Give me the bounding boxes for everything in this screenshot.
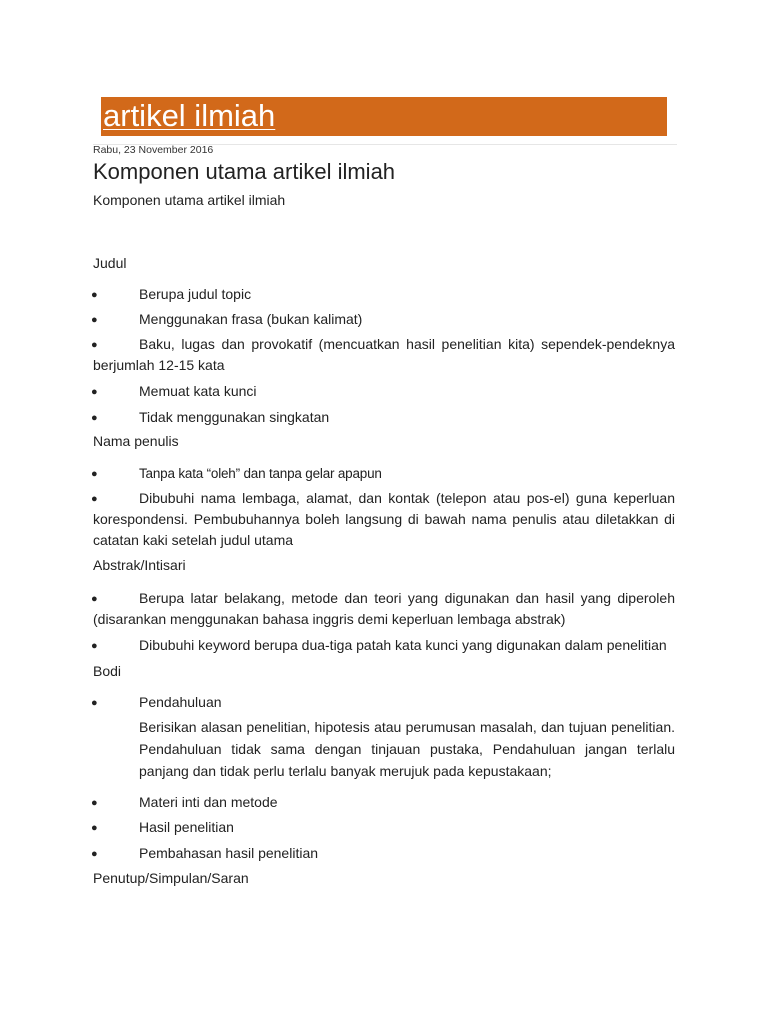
- bullet-icon: ●: [91, 314, 98, 326]
- pendahuluan-description: Berisikan alasan penelitian, hipotesis atau perumusan masalah, dan tujuan penelitian. Pendahuluan tidak sama dengan tinjauan pustaka, Pendahuluan jangan terlalu panjang dan tidak perlu terlalu banyak merujuk pada kepustakaan;: [139, 719, 675, 779]
- list-item: Baku, lugas dan provokatif (mencuatkan hasil penelitian kita) sependek-pendeknya berjumlah 12-15 kata: [93, 336, 675, 373]
- post-subtitle: Komponen utama artikel ilmiah: [93, 192, 286, 208]
- list-item: Pendahuluan: [139, 694, 222, 710]
- bullet-icon: ●: [91, 289, 98, 301]
- section-heading-penutup: Penutup/Simpulan/Saran: [93, 870, 249, 886]
- list-item: Berupa judul topic: [139, 286, 252, 302]
- section-heading-abstrak: Abstrak/Intisari: [93, 557, 186, 573]
- bullet-icon: ●: [91, 468, 98, 480]
- bullet-icon: ●: [91, 848, 98, 860]
- list-item: Memuat kata kunci: [139, 383, 257, 399]
- list-item: Hasil penelitian: [139, 819, 234, 835]
- list-item: Dibubuhi keyword berupa dua-tiga patah kata kunci yang digunakan dalam penelitian: [139, 637, 667, 653]
- bullet-icon: ●: [91, 339, 98, 351]
- bullet-icon: ●: [91, 493, 98, 505]
- bullet-icon: ●: [91, 797, 98, 809]
- list-item: Materi inti dan metode: [139, 794, 278, 810]
- list-item: Berupa latar belakang, metode dan teori yang digunakan dan hasil yang diperoleh (disarankan menggunakan bahasa inggris demi keperluan lembaga abstrak): [93, 590, 675, 627]
- list-item: Menggunakan frasa (bukan kalimat): [139, 311, 363, 327]
- bullet-icon: ●: [91, 386, 98, 398]
- section-heading-nama-penulis: Nama penulis: [93, 433, 179, 449]
- list-item: Pembahasan hasil penelitian: [139, 845, 319, 861]
- bullet-icon: ●: [91, 822, 98, 834]
- bullet-icon: ●: [91, 412, 98, 424]
- blog-title-link[interactable]: artikel ilmiah: [103, 98, 276, 133]
- post-title: Komponen utama artikel ilmiah: [93, 159, 396, 184]
- bullet-icon: ●: [91, 640, 98, 652]
- bullet-icon: ●: [91, 593, 98, 605]
- section-heading-judul: Judul: [93, 255, 127, 271]
- section-heading-bodi: Bodi: [93, 663, 122, 679]
- list-item: Tidak menggunakan singkatan: [139, 409, 330, 425]
- list-item: Tanpa kata “oleh” dan tanpa gelar apapun: [139, 466, 382, 481]
- list-item: Dibubuhi nama lembaga, alamat, dan kontak (telepon atau pos-el) guna keperluan korespondensi. Pembubuhannya boleh langsung di bawah nama penulis atau diletakkan di catatan kaki setelah judul utama: [93, 490, 675, 548]
- post-date: Rabu, 23 November 2016: [93, 144, 214, 156]
- blog-header-banner: [101, 97, 667, 136]
- bullet-icon: ●: [91, 697, 98, 709]
